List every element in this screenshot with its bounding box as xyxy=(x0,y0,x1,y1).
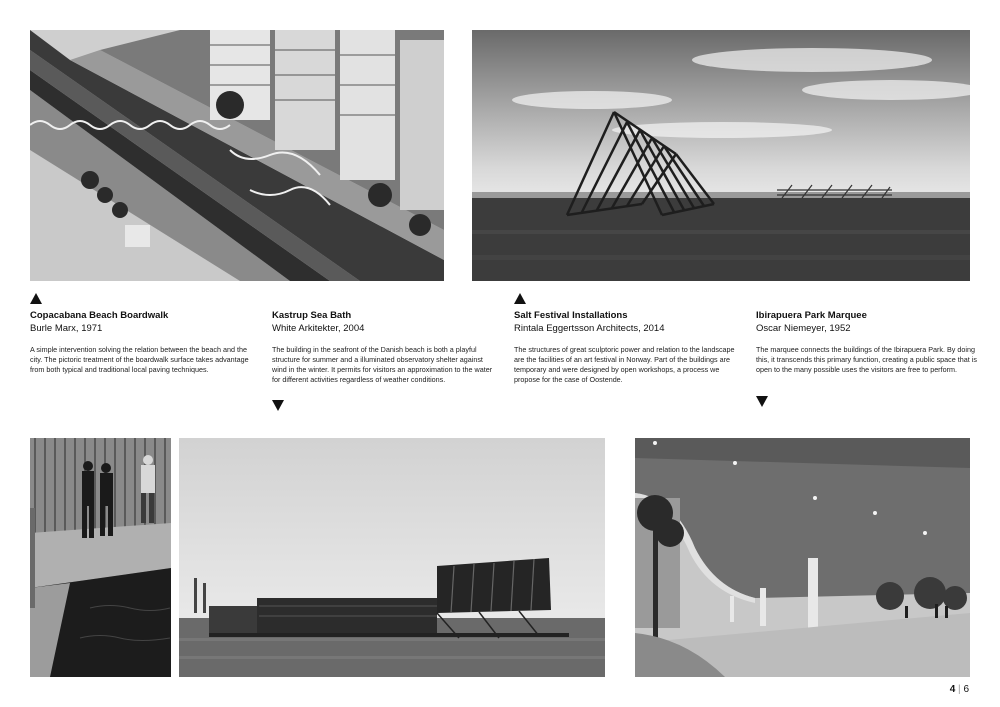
photo-salt-festival xyxy=(472,30,970,281)
page-indicator xyxy=(950,684,969,695)
project-title: Copacabana Beach Boardwalk xyxy=(30,310,169,321)
project-title: Salt Festival Installations xyxy=(514,310,628,321)
page-total: 6 xyxy=(963,684,969,695)
page-separator: | xyxy=(958,684,961,695)
project-description: The building in the seafront of the Danish beach is both a playful structure for summer and a illuminated observatory shelter against wind in the winter. It permits for visitors an approximation to the water for different activities regardless of weather conditions. xyxy=(272,345,493,384)
caption-ibirapuera xyxy=(756,310,978,375)
project-description: A simple intervention solving the relation between the beach and the city. The pictoric treatment of the boardwalk surface takes advantage from both typical and traditional local paving techniques. xyxy=(30,345,249,374)
photo-copacabana-boardwalk xyxy=(30,30,444,281)
arrow-down-icon xyxy=(272,400,284,411)
project-title: Kastrup Sea Bath xyxy=(272,310,352,321)
caption-copacabana xyxy=(30,310,252,375)
caption-kastrup xyxy=(272,310,494,385)
arrow-up-icon xyxy=(514,293,526,304)
photo-kastrup-sea-bath xyxy=(179,438,605,677)
project-description: The marquee connects the buildings of the Ibirapuera Park. By doing this, it transcends this primary function, creating a public space that is open to the many possible uses the visitors are free to perform. xyxy=(756,345,977,374)
project-subtitle: White Arkitekter, 2004 xyxy=(272,323,365,334)
project-subtitle: Burle Marx, 1971 xyxy=(30,323,103,334)
caption-salt-festival xyxy=(514,310,736,385)
project-subtitle: Oscar Niemeyer, 1952 xyxy=(756,323,851,334)
project-title: Ibirapuera Park Marquee xyxy=(756,310,867,321)
photo-kastrup-deck-people xyxy=(30,438,171,677)
arrow-up-icon xyxy=(30,293,42,304)
project-subtitle: Rintala Eggertsson Architects, 2014 xyxy=(514,323,665,334)
page-current: 4 xyxy=(949,684,956,695)
arrow-down-icon xyxy=(756,396,768,407)
photo-ibirapuera-marquee xyxy=(635,438,970,677)
project-description: The structures of great sculptoric power and relation to the landscape are the facilities of an art festival in Norway. Part of the buildings are temporary and were designed by open workshops, a process we propose for the case of Oostende. xyxy=(514,345,735,384)
